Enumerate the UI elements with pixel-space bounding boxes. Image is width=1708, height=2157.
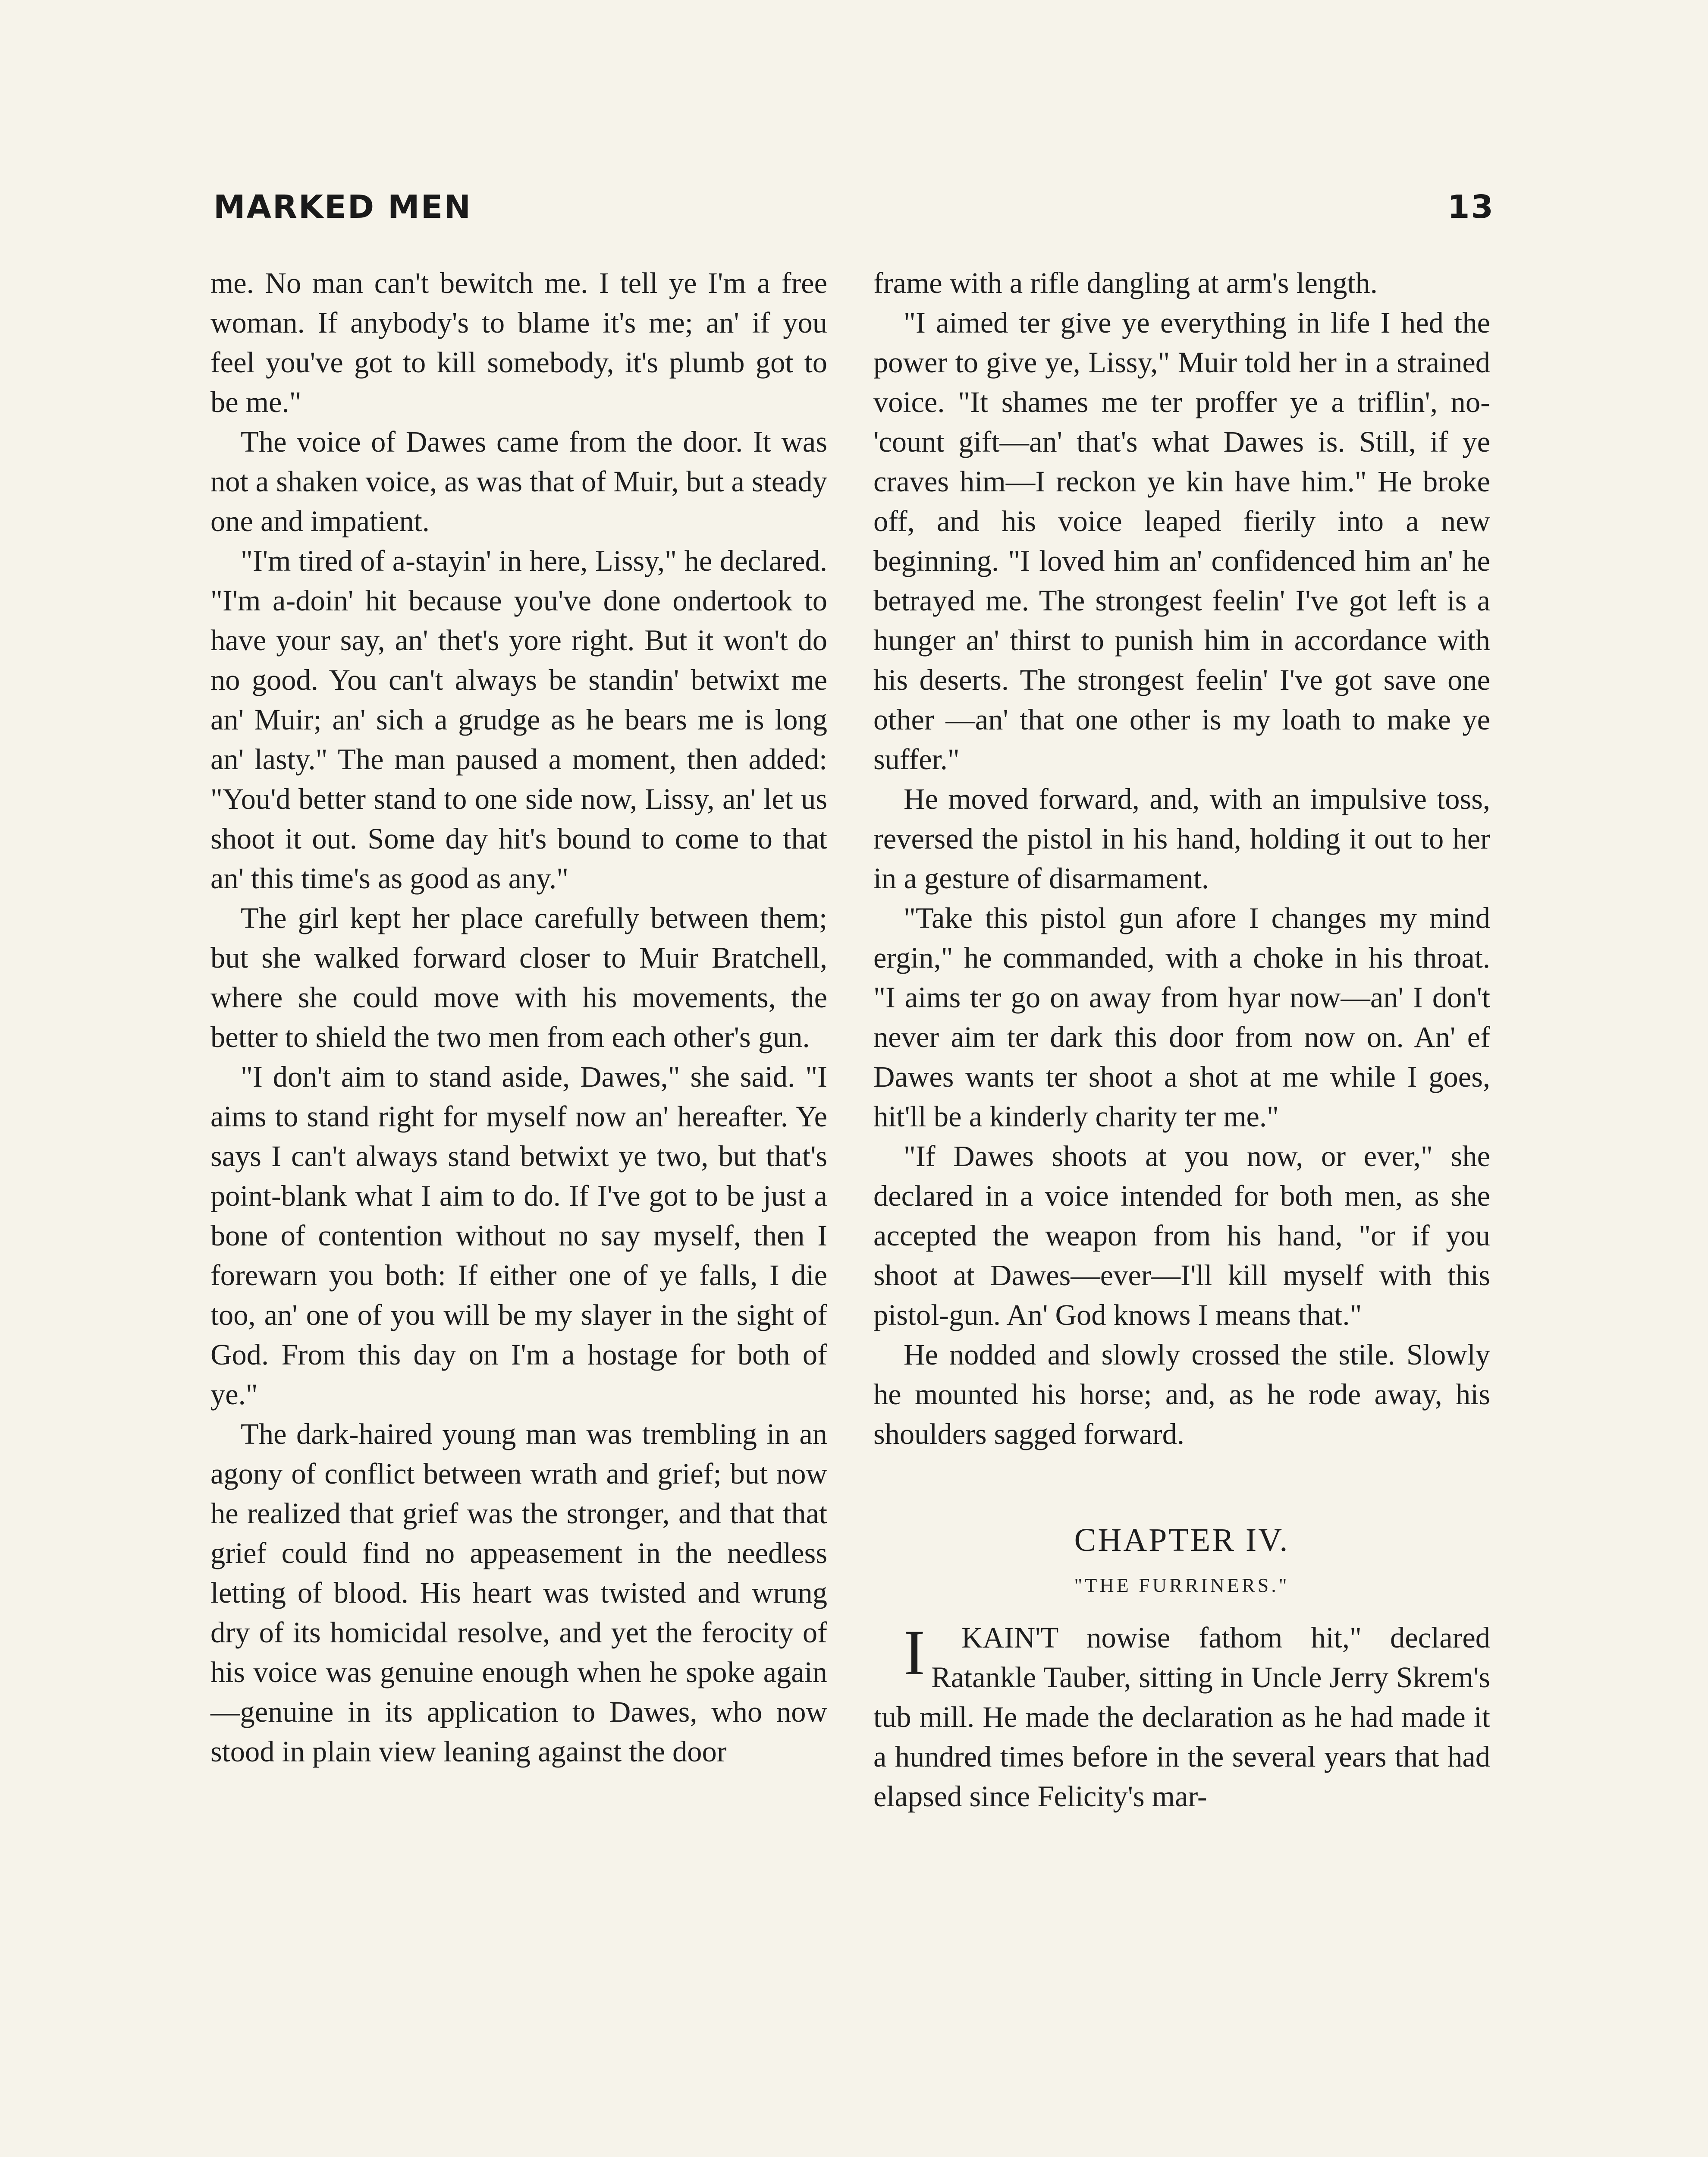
- paragraph: "I don't aim to stand aside, Dawes," she said. "I aims to stand right for myself now an' hereafter. Ye says I can't always stand betwixt ye two, but that's point-blank what I aim to do. If I've got to be just a bone of contention without no say myself, then I forewarn you both: If either one of ye falls, I die too, an' one of you will be my slayer in the sight of God. From this day on I'm a hostage for both of ye.": [210, 1060, 827, 1411]
- left-column: [210, 263, 827, 1771]
- paragraph: He moved forward, and, with an impulsive toss, reversed the pistol in his hand, holding it out to her in a gesture of disarmament.: [873, 783, 1490, 895]
- paragraph: frame with a rifle dangling at arm's length.: [873, 267, 1378, 299]
- paragraph: The girl kept her place carefully between them; but she walked forward closer to Muir Bratchell, where she could move with his movements, the better to shield the two men from each other's gun.: [210, 902, 827, 1053]
- paragraph: "If Dawes shoots at you now, or ever," she declared in a voice intended for both men, as she accepted the weapon from his hand, "or if you shoot at Dawes—ever—I'll kill myself with this pistol-gun. An' God knows I means that.": [873, 1140, 1490, 1331]
- chapter-title: CHAPTER IV.: [1074, 1522, 1290, 1558]
- chapter-heading: [873, 1519, 1490, 1600]
- paragraph: "I aimed ter give ye everything in life I hed the power to give ye, Lissy," Muir told her in a strained voice. "It shames me ter proffer ye a triflin', no-'count gift—an' that's what Dawes is. Still, if ye craves him—I reckon ye kin have him." He broke off, and his voice leaped fierily into a new beginning. "I loved him an' confidenced him an' he betrayed me. The strongest feelin' I've got left is a hunger an' thirst to punish him in accordance with his deserts. The strongest feelin' I've got save one other —an' that one other is my loath to make ye suffer.": [873, 306, 1490, 776]
- paragraph: The dark-haired young man was trembling in an agony of conflict between wrath and grief; but now he realized that grief was the stronger, and that that grief could find no appeasement in the needless letting of blood. His heart was twisted and wrung dry of its homicidal resolve, and yet the ferocity of his voice was genuine enough when he spoke again—genuine in its application to Dawes, who now stood in plain view leaning against the door: [210, 1418, 827, 1768]
- page-number: 13: [1447, 189, 1494, 226]
- paragraph: He nodded and slowly crossed the stile. Slowly he mounted his horse; and, as he rode away, his shoulders sagged forward.: [873, 1338, 1490, 1450]
- running-title: MARKED MEN: [214, 189, 472, 226]
- chapter-opening-text: KAIN'T nowise fathom hit," declared Ratankle Tauber, sitting in Uncle Jerry Skrem's tub mill. He made the declaration as he had made it a hundred times before in the several years that had elapsed since Felicity's mar-: [873, 1621, 1490, 1813]
- paragraph: me. No man can't bewitch me. I tell ye I'm a free woman. If anybody's to blame it's me; an' if you feel you've got to kill somebody, it's plumb got to be me.": [210, 267, 827, 418]
- paragraph: "Take this pistol gun afore I changes my mind ergin," he commanded, with a choke in his throat. "I aims ter go on away from hyar now—an' I don't never aim ter dark this door from now on. An' ef Dawes wants ter shoot a shot at me while I goes, hit'll be a kinderly charity ter me.": [873, 902, 1490, 1133]
- chapter-opening-paragraph: [873, 1618, 1490, 1816]
- paragraph: The voice of Dawes came from the door. It was not a shaken voice, as was that of Muir, but a steady one and impatient.: [210, 425, 827, 538]
- paragraph: "I'm tired of a-stayin' in here, Lissy," he declared. "I'm a-doin' hit because you've done ondertook to have your say, an' thet's yore right. But it won't do no good. You can't always be standin' betwixt me an' Muir; an' sich a grudge as he bears me is long an' lasty." The man paused a moment, then added: "You'd better stand to one side now, Lissy, an' let us shoot it out. Some day hit's bound to come to that an' this time's as good as any.": [210, 544, 827, 895]
- running-head: [214, 181, 1494, 233]
- right-column: [873, 263, 1490, 1816]
- drop-cap: I: [904, 1617, 925, 1688]
- chapter-subtitle: "THE FURRINERS.": [1074, 1574, 1290, 1596]
